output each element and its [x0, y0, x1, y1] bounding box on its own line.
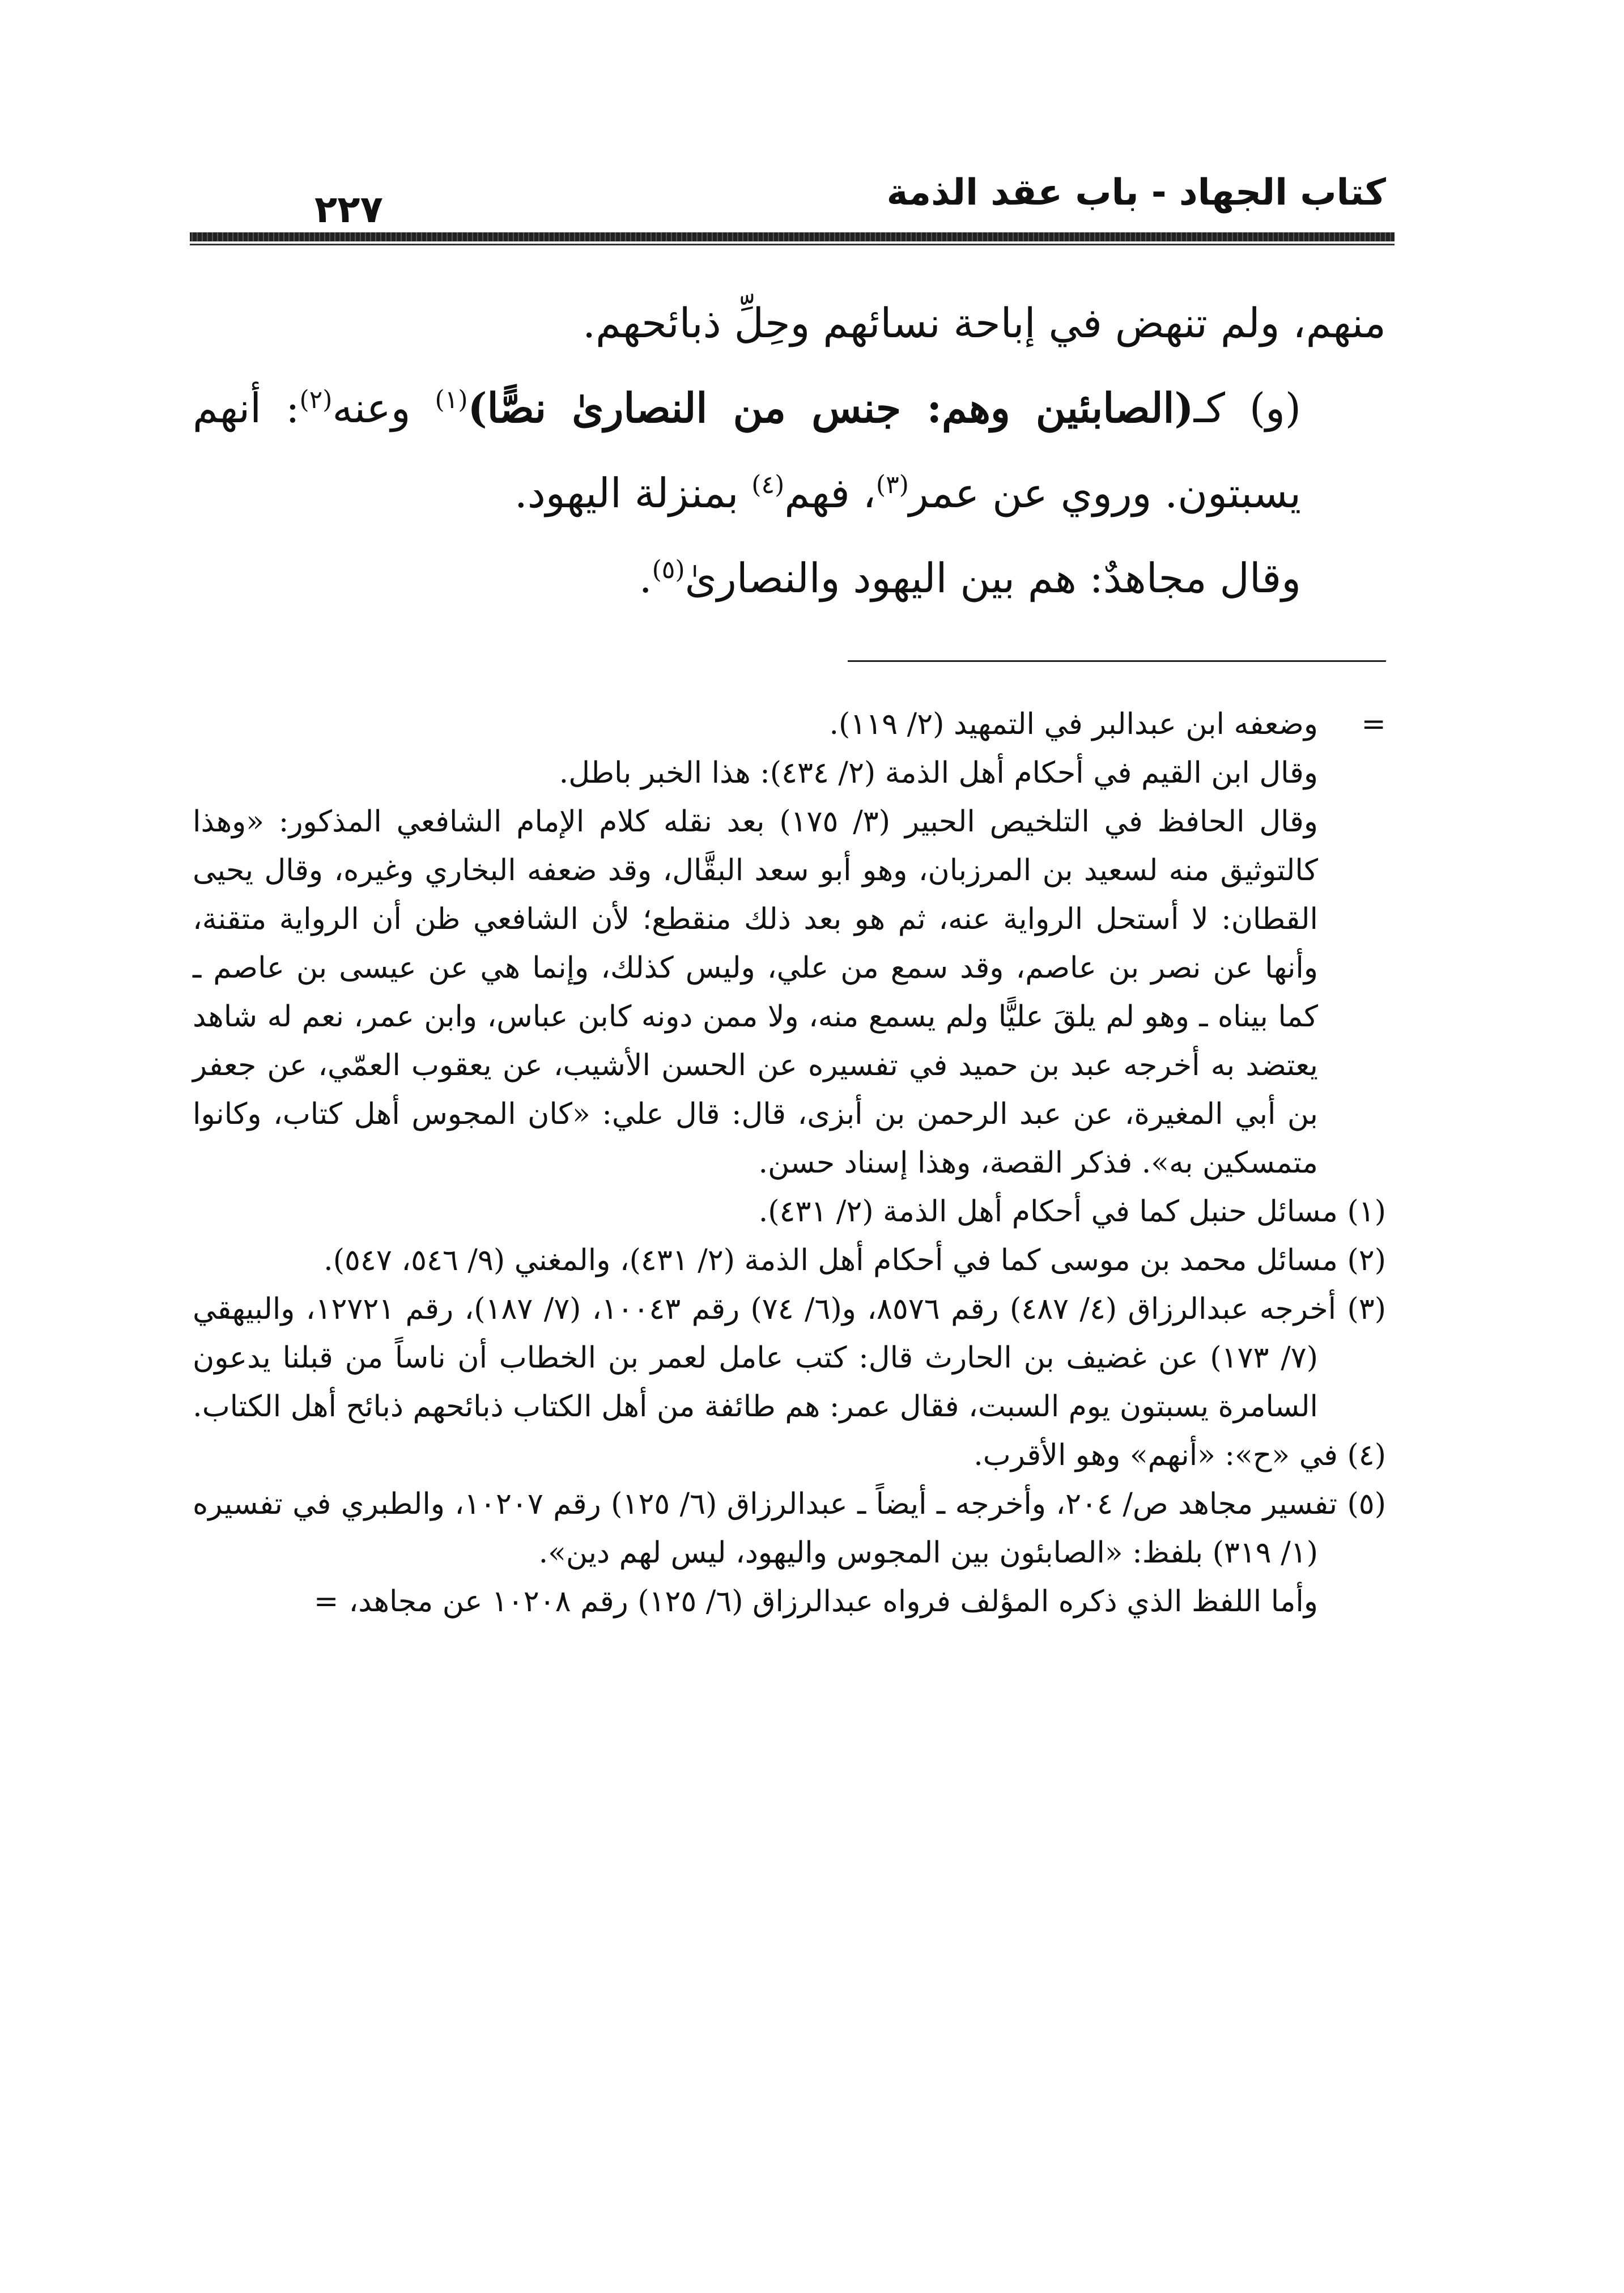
footnote-3-number: (٣)	[1347, 1292, 1386, 1326]
footnote-continuation-2: وقال ابن القيم في أحكام أهل الذمة (٢/ ٤٣٤): هذا الخبر باطل.	[559, 756, 1318, 790]
continuation-mark: =	[1361, 707, 1386, 741]
main-p2-prefix: (و) كـ	[1193, 384, 1301, 432]
footnote-5	[193, 1480, 1386, 1577]
footnote-2-text: مسائل محمد بن موسى كما في أحكام أهل الذمة (٢/ ٤٣١)، والمغني (٩/ ٥٤٦، ٥٤٧).	[324, 1243, 1338, 1277]
page-number: ٢٢٧	[314, 188, 383, 231]
main-paragraph-2	[193, 366, 1386, 536]
footnote-last-text: وأما اللفظ الذي ذكره المؤلف فرواه عبدالرزاق (٦/ ١٢٥) رقم ١٠٢٠٨ عن مجاهد،	[348, 1585, 1318, 1619]
footnote-separator	[848, 660, 1386, 662]
continuation-mark-end: =	[313, 1585, 339, 1619]
footnote-ref-4: (٤)	[751, 470, 785, 499]
main-p2-mid: وعنه	[332, 384, 435, 432]
main-text	[193, 281, 1386, 621]
footnote-ref-5: (٥)	[652, 555, 685, 584]
footnote-2	[193, 1236, 1386, 1285]
main-p2-text: : أنهم يسبتون. وروي عن عمر	[193, 384, 1301, 517]
footnote-ref-3: (٣)	[875, 470, 909, 499]
footnote-3	[193, 1285, 1386, 1431]
main-p2-bold: (الصابئين وهم: جنس من النصارىٰ نصًّا)	[467, 384, 1194, 432]
footnote-ref-1: (١)	[435, 385, 468, 414]
main-paragraph-3	[193, 536, 1386, 621]
footnote-5-continuation	[193, 1577, 1386, 1626]
footnote-1	[193, 1187, 1386, 1236]
footnote-5-number: (٥)	[1347, 1487, 1387, 1521]
footnote-continuation-1	[193, 700, 1386, 749]
main-p3-text: وقال مجاهدٌ: هم بين اليهود والنصارىٰ	[685, 554, 1301, 602]
footnote-2-number: (٢)	[1347, 1243, 1386, 1277]
footnote-continuation-3: وقال الحافظ في التلخيص الحبير (٣/ ١٧٥) بعد نقله كلام الإمام الشافعي المذكور: «وهذا كالتوثيق منه لسعيد بن المرزبان، وهو أبو سعد البقَّال، وقد ضعفه البخاري وغيره، وقال يحيى القطان: لا أستحل الرواية عنه، ثم هو بعد ذلك منقطع؛ لأن الشافعي ظن أن الرواية متقنة، وأنها عن نصر بن عاصم، وقد سمع من علي، وليس كذلك، وإنما هي عن عيسى بن عاصم ـ كما بيناه ـ وهو لم يلقَ عليًّا ولم يسمع منه، ولا ممن دونه كابن عباس، وابن عمر، نعم له شاهد يعتضد به أخرجه عبد بن حميد في تفسيره عن الحسن الأشيب، عن يعقوب العمّي، عن جعفر بن أبي المغيرة، عن عبد الرحمن بن أبزى، قال: قال علي: «كان المجوس أهل كتاب، وكانوا متمسكين به». فذكر القصة، وهذا إسناد حسن.	[193, 805, 1318, 1180]
header-rule	[190, 232, 1395, 241]
running-title: كتاب الجهاد - باب عقد الذمة	[886, 172, 1386, 214]
footnote-1-text: مسائل حنبل كما في أحكام أهل الذمة (٢/ ٤٣١).	[758, 1195, 1338, 1229]
header-rule-thin	[190, 244, 1395, 245]
footnote-3-text: أخرجه عبدالرزاق (٤/ ٤٨٧) رقم ٨٥٧٦، و(٦/ ٧٤) رقم ١٠٠٤٣، (٧/ ١٨٧)، رقم ١٢٧٢١، والبيهقي (٧/ ١٧٣) عن غضيف بن الحارث قال: كتب عامل لعمر بن الخطاب أن ناساً من قبلنا يدعون السامرة يسبتون يوم السبت، فقال عمر: هم طائفة من أهل الكتاب ذبائحهم ذبائح أهل الكتاب.	[193, 1292, 1337, 1424]
footnote-4-number: (٤)	[1347, 1438, 1386, 1472]
main-p2-text3: بمنزلة اليهود.	[514, 469, 752, 517]
footnote-5-text: تفسير مجاهد ص/ ٢٠٤، وأخرجه ـ أيضاً ـ عبدالرزاق (٦/ ١٢٥) رقم ١٠٢٠٧، والطبري في تفسيره (١/ ٣١٩) بلفظ: «الصابئون بين المجوس واليهود، ليس لهم دين».	[193, 1487, 1338, 1570]
footnotes	[193, 700, 1386, 1626]
footnote-ref-2: (٢)	[299, 385, 333, 414]
main-line-1: منهم، ولم تنهض في إباحة نسائهم وحِلِّ ذبائحهم.	[583, 299, 1386, 347]
footnote-4	[193, 1431, 1386, 1480]
footnote-4-text: في «ح»: «أنهم» وهو الأقرب.	[973, 1438, 1338, 1472]
main-p3-end: .	[639, 554, 652, 602]
main-p2-text2: ، فهم	[784, 469, 876, 517]
footnote-1-number: (١)	[1347, 1195, 1386, 1229]
footnote-cont-1-text: وضعفه ابن عبدالبر في التمهيد (٢/ ١١٩).	[829, 707, 1318, 741]
